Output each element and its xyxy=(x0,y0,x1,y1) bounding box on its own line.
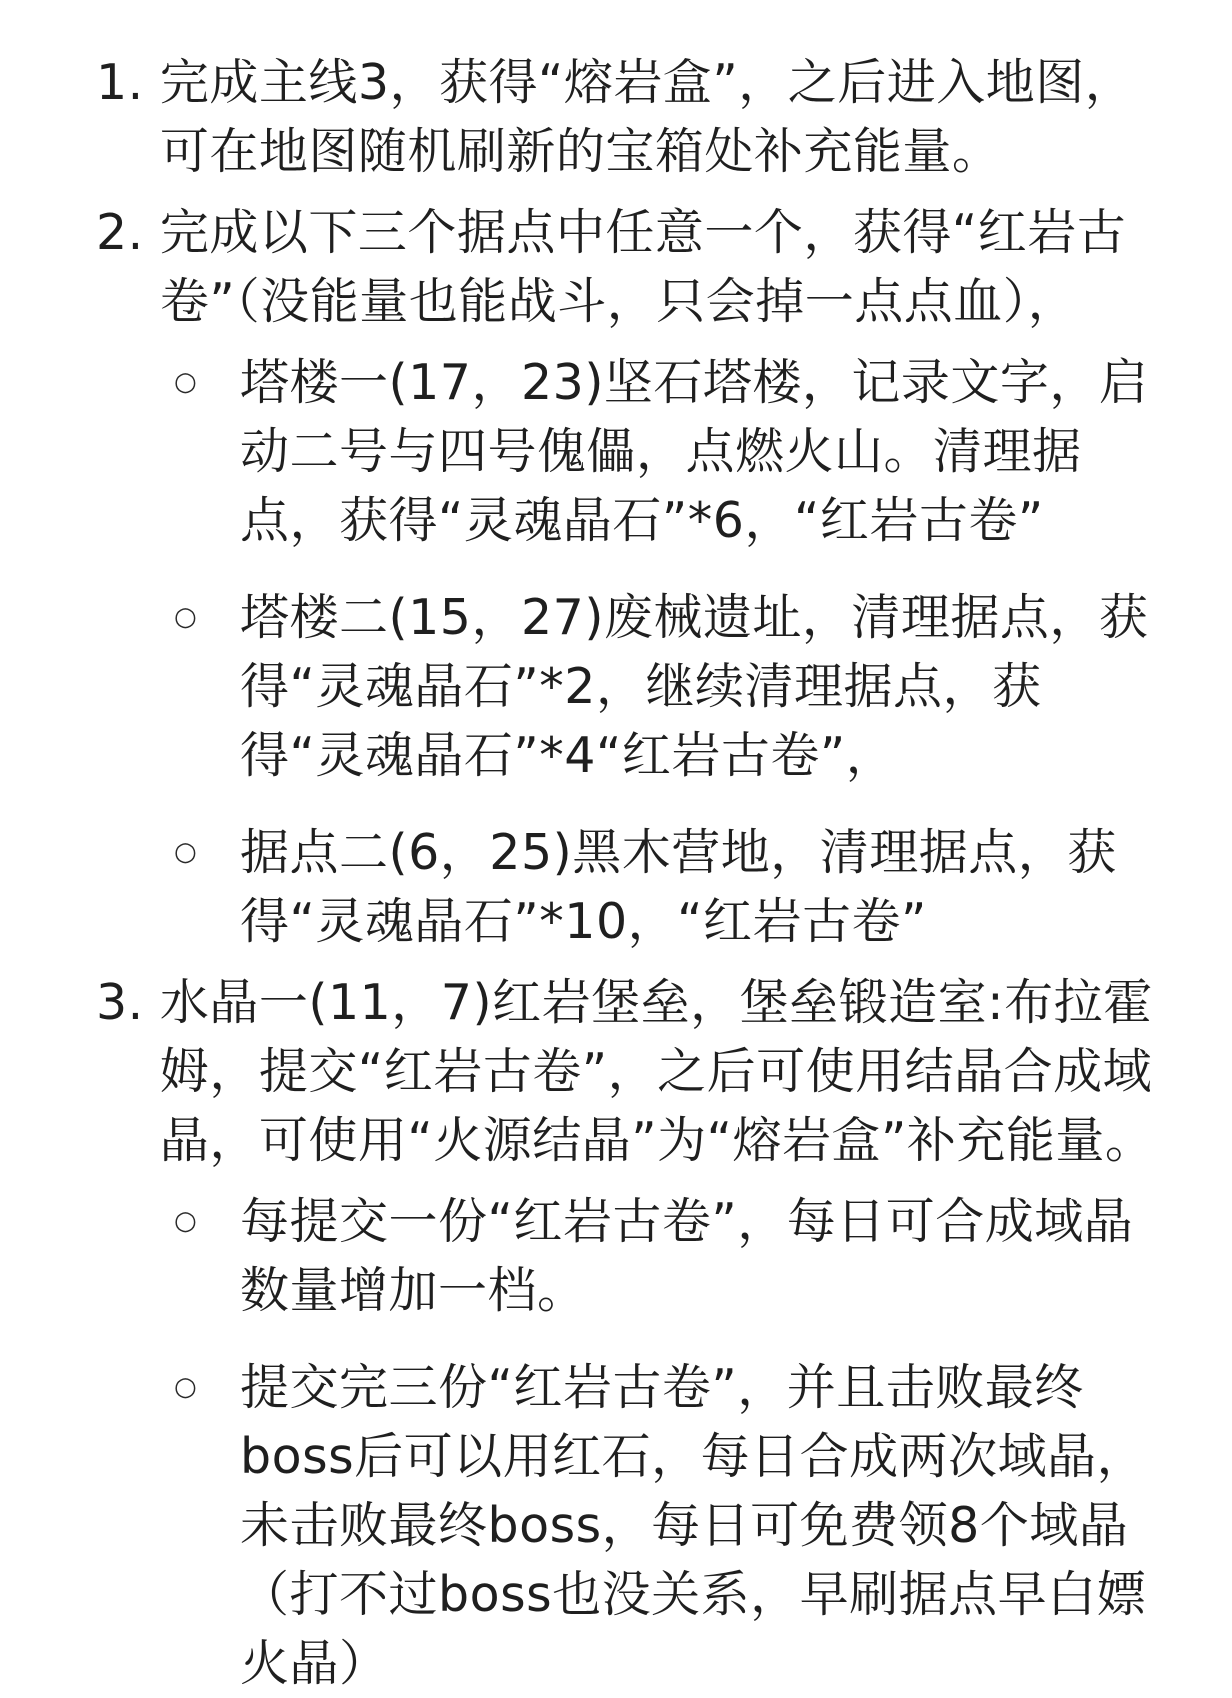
step-1 xyxy=(96,48,1172,186)
step-3-subitem-2 xyxy=(174,1353,1164,1698)
step-2 xyxy=(96,198,1172,336)
circle-bullet-icon: ○ xyxy=(174,1206,198,1236)
subitem-text: 据点二(6，25)黑木营地，清理据点，获得“灵魂晶石”*10，“红岩古卷” xyxy=(240,824,1117,950)
step-2-number: 2. xyxy=(96,204,160,261)
step-3-text: 水晶一(11，7)红岩堡垒，堡垒锻造室:布拉霍姆，提交“红岩古卷”，之后可使用结晶合成域晶，可使用“火源结晶”为“熔岩盒”补充能量。 xyxy=(159,974,1155,1169)
step-1-text: 完成主线3，获得“熔岩盒”，之后进入地图，可在地图随机刷新的宝箱处补充能量。 xyxy=(159,54,1135,180)
subitem-text: 提交完三份“红岩古卷”，并且击败最终boss后可以用红石，每日合成两次域晶，未击败最终boss，每日可免费领8个域晶（打不过boss也没关系，早刷据点早白嫖火晶） xyxy=(240,1359,1147,1692)
step-2-text: 完成以下三个据点中任意一个，获得“红岩古卷”（没能量也能战斗，只会掉一点点血）， xyxy=(159,204,1127,330)
circle-bullet-icon: ○ xyxy=(174,837,198,867)
subitem-text: 塔楼二(15，27)废械遗址，清理据点，获得“灵魂晶石”*2，继续清理据点，获得“灵魂晶石”*4“红岩古卷”， xyxy=(240,589,1149,784)
circle-bullet-icon: ○ xyxy=(174,602,198,632)
step-3-number: 3. xyxy=(96,974,160,1031)
subitem-text: 每提交一份“红岩古卷”，每日可合成域晶数量增加一档。 xyxy=(240,1193,1134,1319)
subitem-text: 塔楼一(17，23)坚石塔楼，记录文字，启动二号与四号傀儡，点燃火山。清理据点，获得“灵魂晶石”*6，“红岩古卷” xyxy=(240,354,1149,549)
step-3 xyxy=(96,968,1172,1175)
step-3-subitem-1 xyxy=(174,1187,1164,1325)
step-2-subitem-3 xyxy=(174,818,1164,956)
step-1-number: 1. xyxy=(96,54,160,111)
circle-bullet-icon: ○ xyxy=(174,1372,198,1402)
step-2-subitem-2 xyxy=(174,583,1164,790)
circle-bullet-icon: ○ xyxy=(174,367,198,397)
step-2-subitem-1 xyxy=(174,348,1164,555)
